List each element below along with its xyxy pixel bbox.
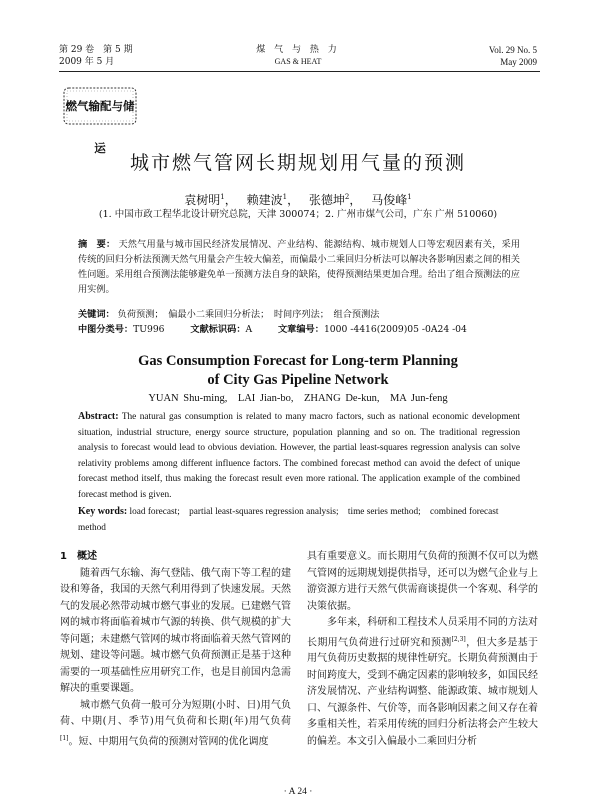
author-name: 张德坤 [308, 193, 345, 207]
author-affil-mark: 1 [407, 193, 412, 201]
section-badge [61, 85, 139, 155]
clc-label: 中图分类号： [78, 324, 134, 335]
section-badge-label: 燃气输配与储运 [65, 99, 135, 155]
authors-en: YUAN Shu-ming, LAI Jian-bo, ZHANG De-kun, MA Jun-feng [148, 393, 448, 404]
author-name: 袁树明 [184, 193, 221, 207]
body-paragraph [60, 698, 291, 751]
paragraph-text: 。短、中期用气负荷的预测对管网的优化调度 [68, 735, 269, 747]
keywords-en-text: load forecast; partial least-squares regression analysis; time series method; combined forecast method [78, 507, 499, 533]
keywords-en [78, 504, 520, 536]
classification-line [78, 322, 520, 337]
affiliation-cn: (1. 中国市政工程华北设计研究总院，天津 300074；2. 广州市煤气公司，广东 广州 510060) [98, 209, 498, 220]
author-affil-mark: 2 [344, 193, 350, 201]
title-en [0, 352, 596, 390]
author-affil-mark: 1 [282, 193, 288, 201]
journal-name-en: GAS & HEAT [274, 57, 322, 66]
abstract-cn-label: 摘 要： [78, 239, 116, 250]
abstract-en-label: Abstract: [78, 411, 119, 422]
title-en-line: Gas Consumption Forecast for Long-term Planning [138, 353, 458, 369]
paragraph-text: 城市燃气负荷一般可分为短期(小时、日)用气负荷、中期(月、季节)用气负荷和长期(年)用气负荷 [60, 699, 291, 727]
keywords-cn-text: 负荷预测； 偏最小二乘回归分析法； 时间序列法； 组合预测法 [117, 309, 380, 320]
header-date-cn: 2009 年 5 月 [59, 57, 115, 67]
abstract-cn-text: 天然气用量与城市国民经济发展情况、产业结构、能源结构、城市规划人口等宏观因素有关，采用传统的回归分析法预测天然气用量会产生较大偏差，而偏最小二乘回归分析法可以解决各影响因素之间的相关性问题。采用组合预测法能够避免单一预测方法自身的缺陷，使得预测结果更加合理。给出了组合预测法的应用实例。 [78, 239, 521, 295]
title-en-line: of City Gas Pipeline Network [207, 372, 389, 388]
journal-name-cn: 煤 气 与 热 力 [256, 45, 340, 55]
header-date-en: May 2009 [500, 57, 537, 67]
author-name: 马俊峰 [371, 193, 408, 207]
articleno-label: 文章编号： [278, 324, 324, 335]
keywords-en-label: Key words: [78, 506, 128, 517]
running-header [0, 0, 596, 70]
abstract-en [78, 409, 520, 503]
section-heading: 1 概述 [60, 551, 97, 562]
abstract-cn [78, 237, 520, 297]
paragraph-text: ，但大多是基于用气负荷历史数据的规律性研究。长期负荷预测由于时间跨度大，受到不确定因素的影响较多，如国民经济发展情况、产业结构调整、能源政策、城市规划人口、气源条件、气价等，而各影响因素之间又存在着多重相关性，若采用传统的回归分析法将会产生较大的偏差。本文引入偏最小二乘回归分析 [307, 636, 539, 747]
clc-value: TU996 [133, 324, 165, 335]
header-volume-info-en [489, 44, 537, 68]
body-paragraph: 具有重要意义。而长期用气负荷的预测不仅可以为燃气管网的远期规划提供指导，还可以为燃气企业与上游资源方进行天然气供需商谈提供一个客观、科学的决策依据。 [307, 551, 538, 612]
header-volume-issue: 第 29 卷 第 5 期 [59, 45, 133, 55]
header-volume-en: Vol. 29 No. 5 [488, 45, 537, 55]
keywords-cn [78, 307, 520, 322]
citation-ref: [2,3] [451, 635, 466, 643]
paragraph-text: 多年来，科研和工程技术人员采用不同的方法对长期用气负荷进行过研究和预测 [307, 617, 538, 648]
articleno-value: 1000 -4416(2009)05 -0A24 -04 [323, 324, 467, 335]
author-affil-mark: 1 [220, 193, 225, 201]
citation-ref: [1] [60, 734, 69, 742]
doccode-label: 文献标识码： [190, 324, 246, 335]
abstract-en-text: The natural gas consumption is related to many macro factors, such as national economic development situation, industrial structure, energy source structure, population planning and so on. The traditional regression analysis to forecast would lead to obvious deviation. However, the partial least-squares regression analysis can solve relativity problems among different influence factors. The combined forecast method can avoid the defect of unique forecast method itself, thus making the forecast result even more rational. The application example of the combined forecast method is given. [78, 412, 521, 500]
page-number: · A 24 · [283, 787, 313, 797]
author-name: 赖建波 [246, 193, 283, 207]
keywords-cn-label: 关键词： [78, 309, 115, 320]
title-cn: 城市燃气管网长期规划用气量的预测 [129, 152, 466, 174]
body-column-right [307, 549, 538, 750]
authors-cn: 袁树明$^1$， 赖建波$^1$， 张德坤$^2$， 马俊峰$^1$ [184, 193, 412, 207]
doccode-value: A [245, 324, 253, 335]
body-paragraph [307, 615, 538, 750]
header-rule [59, 71, 540, 72]
body-column-left [60, 549, 291, 750]
body-paragraph: 随着西气东输、海气登陆、俄气南下等工程的建设和筹备，我国的天然气利用得到了快速发展。天然气的发展必然带动城市燃气事业的发展。已建燃气管网的城市将面临着城市气源的转换、供气规模的扩大等问题；未建燃气管网的城市将面临着天然气管网的规划、建设等问题。城市燃气负荷预测正是基于这种需要的一项基础性应用研究工作，也是目前国内急需解决的重要课题。 [60, 567, 291, 694]
